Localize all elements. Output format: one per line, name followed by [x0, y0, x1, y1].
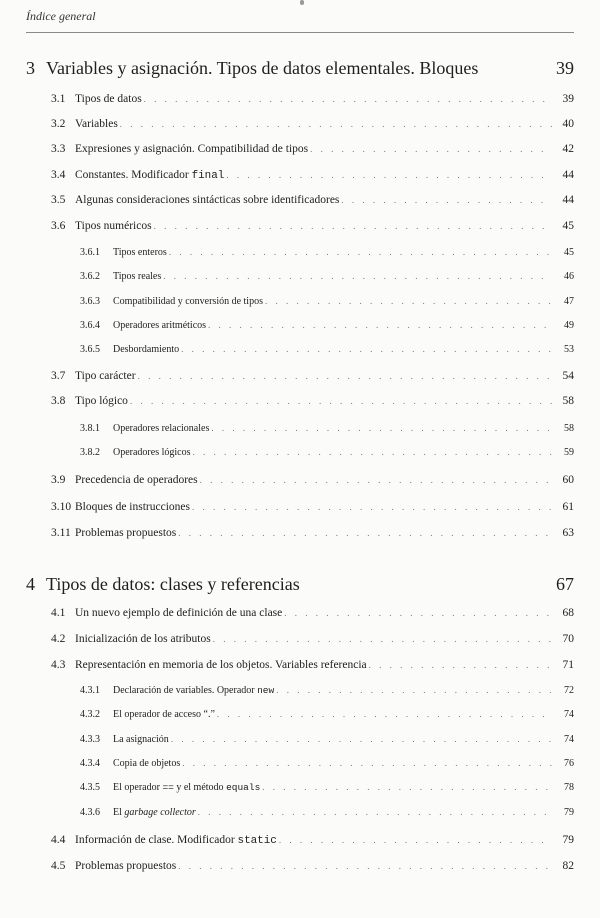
section-page: 71 [562, 659, 574, 671]
dot-leader [138, 371, 552, 381]
dot-leader [178, 861, 552, 871]
toc-section-4-5[interactable] [51, 860, 574, 872]
section-page: 39 [562, 93, 574, 105]
subsection-number: 4.3.6 [80, 807, 100, 818]
section-page: 63 [562, 527, 574, 539]
title-text: Declaración de variables. Operador [113, 685, 258, 696]
chapter-title: Tipos de datos: clases y referencias [46, 574, 300, 594]
subsection-page: 46 [564, 271, 574, 282]
subsection-page: 45 [564, 247, 574, 258]
chapter-number: 4 [26, 574, 35, 594]
dot-leader [265, 296, 552, 306]
section-title: Expresiones y asignación. Compatibilidad de tipos [75, 143, 309, 155]
section-title: Tipos numéricos [75, 220, 152, 232]
toc-section-3-3[interactable] [51, 143, 574, 155]
subsection-title: Operadores relacionales [113, 423, 210, 434]
subsection-number: 4.3.3 [80, 734, 100, 745]
section-title [75, 834, 277, 847]
italic-term: garbage collector [124, 807, 196, 818]
toc-section-3-8[interactable] [51, 395, 574, 407]
title-text: y el método [173, 782, 227, 793]
subsection-number: 3.6.4 [80, 320, 100, 331]
dot-leader [144, 94, 552, 104]
section-number: 4.4 [51, 834, 66, 846]
dot-leader [211, 423, 552, 433]
title-text: El [113, 807, 125, 818]
dot-leader [369, 660, 552, 670]
subsection-number: 4.3.4 [80, 758, 100, 769]
section-page: 82 [562, 860, 574, 872]
dot-leader [284, 608, 552, 618]
section-number: 4.2 [51, 633, 66, 645]
dot-leader [226, 170, 552, 180]
toc-subsection-3-6-4[interactable] [80, 320, 574, 331]
toc-section-4-1[interactable] [51, 607, 574, 619]
toc-subsection-4-3-2[interactable] [80, 709, 574, 720]
toc-subsection-4-3-1[interactable] [80, 685, 574, 696]
toc-subsection-4-3-3[interactable] [80, 734, 574, 745]
chapter-title: Variables y asignación. Tipos de datos elementales. Bloques [46, 58, 479, 78]
dot-leader [213, 634, 552, 644]
subsection-title: Compatibilidad y conversión de tipos [113, 296, 263, 307]
toc-section-3-5[interactable] [51, 194, 574, 206]
section-page: 79 [562, 834, 574, 846]
running-header: Índice general [26, 9, 96, 23]
section-title: Variables [75, 118, 118, 130]
subsection-page: 74 [564, 709, 574, 720]
toc-section-3-7[interactable] [51, 370, 574, 382]
section-title: Tipo carácter [75, 370, 136, 382]
dot-leader [154, 221, 552, 231]
section-title: Representación en memoria de los objetos. Variables referencia [75, 659, 367, 671]
title-text: Información de clase. Modificador [75, 834, 238, 846]
chapter-number: 3 [26, 58, 35, 78]
section-title: Bloques de instrucciones [75, 501, 190, 513]
code-keyword: new [257, 685, 275, 696]
chapter-page: 39 [556, 58, 574, 78]
title-text: Constantes. Modificador [75, 169, 192, 181]
subsection-page: 53 [564, 344, 574, 355]
section-number: 3.2 [51, 118, 66, 130]
subsection-number: 4.3.2 [80, 709, 100, 720]
subsection-number: 4.3.5 [80, 782, 100, 793]
dot-leader [276, 685, 552, 695]
toc-subsection-3-6-5[interactable] [80, 344, 574, 355]
dot-leader [130, 396, 552, 406]
dot-leader [192, 502, 552, 512]
section-number: 4.3 [51, 659, 66, 671]
subsection-page: 58 [564, 423, 574, 434]
toc-section-4-3[interactable] [51, 659, 574, 671]
dot-leader [200, 475, 552, 485]
subsection-page: 74 [564, 734, 574, 745]
subsection-page: 76 [564, 758, 574, 769]
subsection-number: 3.6.2 [80, 271, 100, 282]
toc-chapter-4[interactable] [26, 574, 574, 595]
toc-subsection-3-6-1[interactable] [80, 247, 574, 258]
toc-subsection-3-6-3[interactable] [80, 296, 574, 307]
section-page: 68 [562, 607, 574, 619]
toc-subsection-3-6-2[interactable] [80, 271, 574, 282]
subsection-title: Tipos reales [113, 271, 162, 282]
toc-chapter-3[interactable] [26, 58, 574, 79]
toc-section-3-11[interactable] [51, 527, 574, 539]
dot-leader [341, 195, 552, 205]
toc-section-3-9[interactable] [51, 474, 574, 486]
code-keyword: static [237, 835, 277, 847]
toc-section-4-4[interactable] [51, 834, 574, 847]
subsection-title: Tipos enteros [113, 247, 167, 258]
section-title: Tipo lógico [75, 395, 128, 407]
toc-section-3-2[interactable] [51, 118, 574, 130]
section-title: Problemas propuestos [75, 860, 177, 872]
code-keyword: == [162, 782, 174, 793]
section-title: Algunas consideraciones sintácticas sobre identificadores [75, 194, 340, 206]
section-page: 61 [562, 501, 574, 513]
dot-leader [182, 758, 552, 768]
subsection-title: Operadores lógicos [113, 447, 191, 458]
scan-speck [300, 0, 304, 5]
dot-leader [192, 447, 552, 457]
section-page: 45 [562, 220, 574, 232]
subsection-page: 49 [564, 320, 574, 331]
subsection-title: La asignación [113, 734, 169, 745]
header-rule [26, 32, 574, 33]
section-title: Un nuevo ejemplo de definición de una clase [75, 607, 283, 619]
dot-leader [198, 807, 552, 817]
dot-leader [262, 782, 552, 792]
section-number: 3.6 [51, 220, 66, 232]
section-number: 3.5 [51, 194, 66, 206]
toc-section-3-10[interactable] [51, 501, 574, 513]
dot-leader [279, 835, 552, 845]
section-number: 3.11 [51, 527, 71, 539]
section-title: Inicialización de los atributos [75, 633, 211, 645]
section-title: Tipos de datos [75, 93, 142, 105]
chapter-page: 67 [556, 574, 574, 594]
section-page: 44 [562, 169, 574, 181]
toc-subsection-3-8-1[interactable] [80, 423, 574, 434]
dot-leader [169, 247, 552, 257]
subsection-title [113, 782, 260, 793]
section-number: 3.8 [51, 395, 66, 407]
section-number: 3.4 [51, 169, 66, 181]
section-page: 58 [562, 395, 574, 407]
dot-leader [178, 528, 552, 538]
subsection-title: Operadores aritméticos [113, 320, 207, 331]
dot-leader [171, 734, 552, 744]
toc-section-3-6[interactable] [51, 220, 574, 232]
subsection-page: 79 [564, 807, 574, 818]
subsection-title [113, 685, 274, 696]
section-page: 70 [562, 633, 574, 645]
dot-leader [181, 344, 552, 354]
toc-subsection-3-8-2[interactable] [80, 447, 574, 458]
section-number: 3.9 [51, 474, 66, 486]
dot-leader [208, 320, 552, 330]
section-page: 54 [562, 370, 574, 382]
section-number: 3.10 [51, 501, 72, 513]
subsection-page: 78 [564, 782, 574, 793]
subsection-page: 59 [564, 447, 574, 458]
subsection-title: Copia de objetos [113, 758, 181, 769]
section-page: 60 [562, 474, 574, 486]
subsection-number: 3.8.2 [80, 447, 100, 458]
toc-section-3-1[interactable] [51, 93, 574, 105]
code-keyword: final [191, 170, 225, 182]
subsection-title [113, 807, 196, 818]
section-title: Precedencia de operadores [75, 474, 198, 486]
subsection-number: 3.6.1 [80, 247, 100, 258]
subsection-title: El operador de acceso “.” [113, 709, 215, 720]
section-number: 3.1 [51, 93, 66, 105]
dot-leader [120, 119, 552, 129]
subsection-number: 3.8.1 [80, 423, 100, 434]
section-page: 44 [562, 194, 574, 206]
subsection-number: 4.3.1 [80, 685, 100, 696]
code-keyword: equals [226, 782, 261, 793]
section-number: 4.5 [51, 860, 66, 872]
subsection-number: 3.6.5 [80, 344, 100, 355]
dot-leader [310, 144, 552, 154]
section-page: 40 [562, 118, 574, 130]
subsection-page: 72 [564, 685, 574, 696]
dot-leader [217, 709, 552, 719]
section-number: 4.1 [51, 607, 66, 619]
toc-subsection-4-3-4[interactable] [80, 758, 574, 769]
title-text: El operador [113, 782, 163, 793]
toc-subsection-4-3-6[interactable] [80, 807, 574, 818]
section-page: 42 [562, 143, 574, 155]
section-number: 3.7 [51, 370, 66, 382]
toc-section-4-2[interactable] [51, 633, 574, 645]
subsection-number: 3.6.3 [80, 296, 100, 307]
section-title [75, 169, 224, 182]
dot-leader [163, 271, 552, 281]
toc-subsection-4-3-5[interactable] [80, 782, 574, 793]
toc-section-3-4[interactable] [51, 169, 574, 182]
subsection-page: 47 [564, 296, 574, 307]
section-number: 3.3 [51, 143, 66, 155]
subsection-title: Desbordamiento [113, 344, 180, 355]
section-title: Problemas propuestos [75, 527, 177, 539]
